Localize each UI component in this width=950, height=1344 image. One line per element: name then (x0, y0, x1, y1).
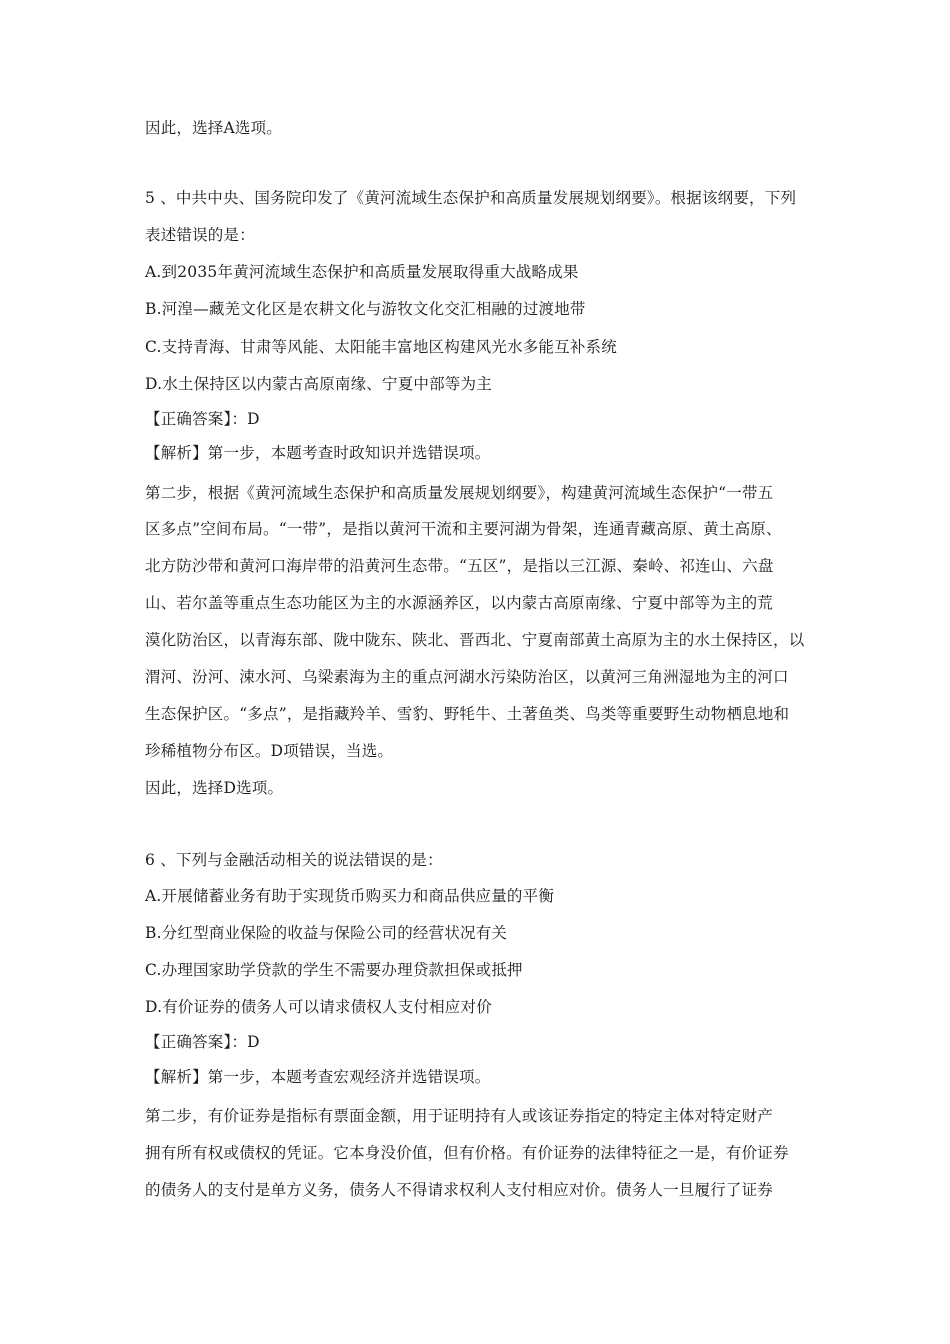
question-5-analysis-line3: 北方防沙带和黄河口海岸带的沿黄河生态带。“五区”，是指以三江源、秦岭、祁连山、六盘 (145, 557, 774, 575)
question-5-analysis-line7: 生态保护区。“多点”，是指藏羚羊、雪豹、野牦牛、土著鱼类、鸟类等重要野生动物栖息地和 (145, 705, 790, 723)
question-6-analysis-step1: 【解析】第一步，本题考查宏观经济并选错误项。 (145, 1068, 491, 1086)
question-6-answer: 【正确答案】：D (145, 1033, 260, 1051)
question-6-option-d: D.有价证券的债务人可以请求债权人支付相应对价 (145, 998, 492, 1016)
question-6-stem: 6 、下列与金融活动相关的说法错误的是： (145, 851, 443, 869)
conclusion-q5: 因此，选择D选项。 (145, 779, 284, 797)
question-5-option-b: B.河湟—藏羌文化区是农耕文化与游牧文化交汇相融的过渡地带 (145, 300, 586, 318)
question-6-analysis-line1: 第二步，有价证券是指标有票面金额，用于证明持有人或该证券指定的特定主体对特定财产 (145, 1107, 774, 1125)
question-5-analysis-line8: 珍稀植物分布区。D项错误，当选。 (145, 742, 394, 760)
question-6-option-c: C.办理国家助学贷款的学生不需要办理贷款担保或抵押 (145, 961, 523, 979)
conclusion-q4: 因此，选择A选项。 (145, 119, 282, 137)
question-6-analysis-line3: 的债务人的支付是单方义务，债务人不得请求权利人支付相应对价。债务人一旦履行了证券 (145, 1181, 774, 1199)
question-6-option-a: A.开展储蓄业务有助于实现货币购买力和商品供应量的平衡 (145, 887, 555, 905)
question-5-option-c: C.支持青海、甘肃等风能、太阳能丰富地区构建风光水多能互补系统 (145, 338, 617, 356)
question-5-option-d: D.水土保持区以内蒙古高原南缘、宁夏中部等为主 (145, 375, 492, 393)
question-5-analysis-line5: 漠化防治区，以青海东部、陇中陇东、陕北、晋西北、宁夏南部黄土高原为主的水土保持区，以 (145, 631, 805, 649)
question-6-option-b: B.分红型商业保险的收益与保险公司的经营状况有关 (145, 924, 508, 942)
question-5-analysis-step1: 【解析】第一步，本题考查时政知识并选错误项。 (145, 444, 491, 462)
question-5-stem-line2: 表述错误的是： (145, 226, 255, 244)
question-6-analysis-line2: 拥有所有权或债权的凭证。它本身没价值，但有价格。有价证券的法律特征之一是，有价证券 (145, 1144, 789, 1162)
question-5-analysis-line4: 山、若尔盖等重点生态功能区为主的水源涵养区，以内蒙古高原南缘、宁夏中部等为主的荒 (145, 594, 774, 612)
question-5-stem-line1: 5 、中共中央、国务院印发了《黄河流域生态保护和高质量发展规划纲要》。根据该纲要，下列 (145, 189, 797, 207)
question-5-answer: 【正确答案】：D (145, 410, 260, 428)
question-5-analysis-line1: 第二步，根据《黄河流域生态保护和高质量发展规划纲要》，构建黄河流域生态保护“一带五 (145, 484, 774, 502)
question-5-option-a: A.到2035年黄河流域生态保护和高质量发展取得重大战略成果 (145, 263, 579, 281)
question-5-analysis-line2: 区多点”空间布局。“一带”，是指以黄河干流和主要河湖为骨架，连通青藏高原、黄土高原、 (145, 520, 782, 538)
question-5-analysis-line6: 渭河、汾河、涑水河、乌梁素海为主的重点河湖水污染防治区，以黄河三角洲湿地为主的河口 (145, 668, 789, 686)
